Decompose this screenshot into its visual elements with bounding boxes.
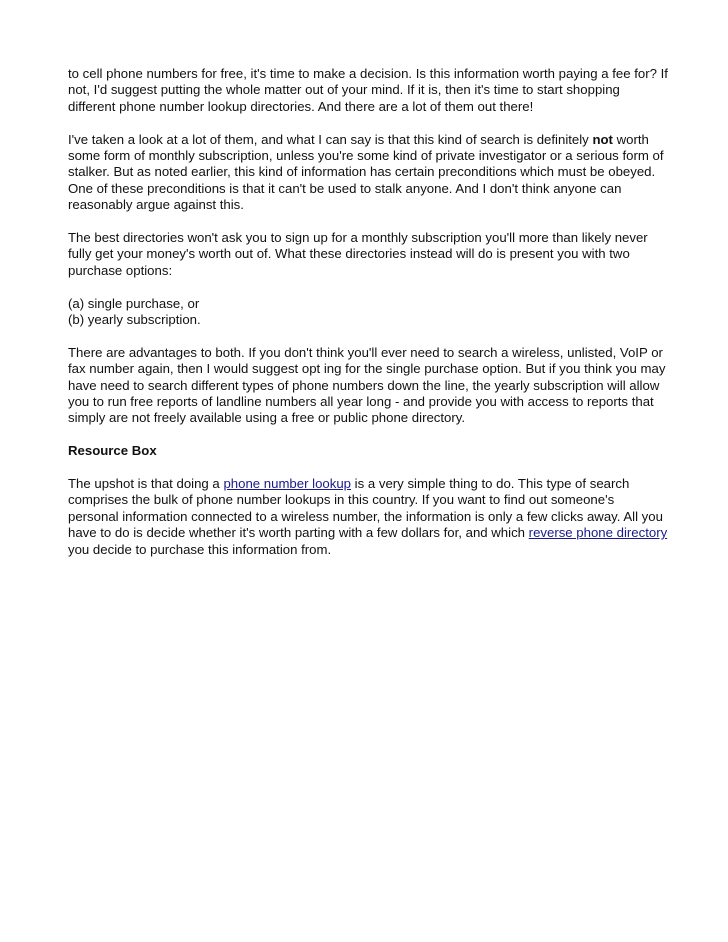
reverse-phone-directory-link[interactable]: reverse phone directory [528, 525, 668, 541]
paragraph-text: I've taken a look at a lot of them, and what I can say is that this kind of search is definitely [68, 131, 593, 147]
paragraph-intro: to cell phone numbers for free, it's time to make a decision. Is this information worth paying a fee for? If not, I'd suggest putting the whole matter out of your mind. If it is, then it's time to start shopping different phone number lookup directories. And there are a lot of them out there! [68, 66, 668, 114]
paragraph-text: you decide to purchase this information from. [68, 541, 332, 557]
paragraph-subscription-opinion [68, 132, 668, 214]
list-item: (a) single purchase, or [68, 295, 200, 311]
paragraph-advantages: There are advantages to both. If you don't think you'll ever need to search a wireless, unlisted, VoIP or fax number again, then I would suggest opt ing for the single purchase option. But if you think you may have need to search different types of phone numbers down the line, the yearly subscription will allow you to run free reports of landline numbers all year long - and provide you with access to reports that simply are not freely available using a free or public phone directory. [68, 344, 666, 426]
purchase-options-list [68, 296, 668, 329]
document-page [68, 66, 668, 558]
paragraph-best-directories: The best directories won't ask you to sign up for a monthly subscription you'll more than likely never fully get your money's worth out of. What these directories instead will do is present you with two purchase options: [68, 230, 648, 278]
paragraph-text: is a very simple thing to do. This type of search comprises the bulk of phone number lookups in this country. If you want to find out someone's personal information connected to a wireless number, the information is only a few clicks away. All you have to do is decide whether it's worth parting with a few dollars for, and which [68, 476, 663, 541]
resource-box-paragraph [68, 476, 668, 558]
emphasis-not: not [592, 131, 613, 147]
paragraph-text: worth some form of monthly subscription, unless you're some kind of private investigator or a serious form of stalker. But as noted earlier, this kind of information has certain preconditions which must be obeyed. One of these preconditions is that it can't be used to stalk anyone. And I don't think anyone can reasonably argue against this. [68, 131, 664, 213]
list-item: (b) yearly subscription. [68, 312, 201, 328]
resource-box-heading: Resource Box [68, 443, 157, 459]
phone-number-lookup-link[interactable]: phone number lookup [223, 476, 352, 492]
paragraph-text: The upshot is that doing a [68, 476, 224, 492]
